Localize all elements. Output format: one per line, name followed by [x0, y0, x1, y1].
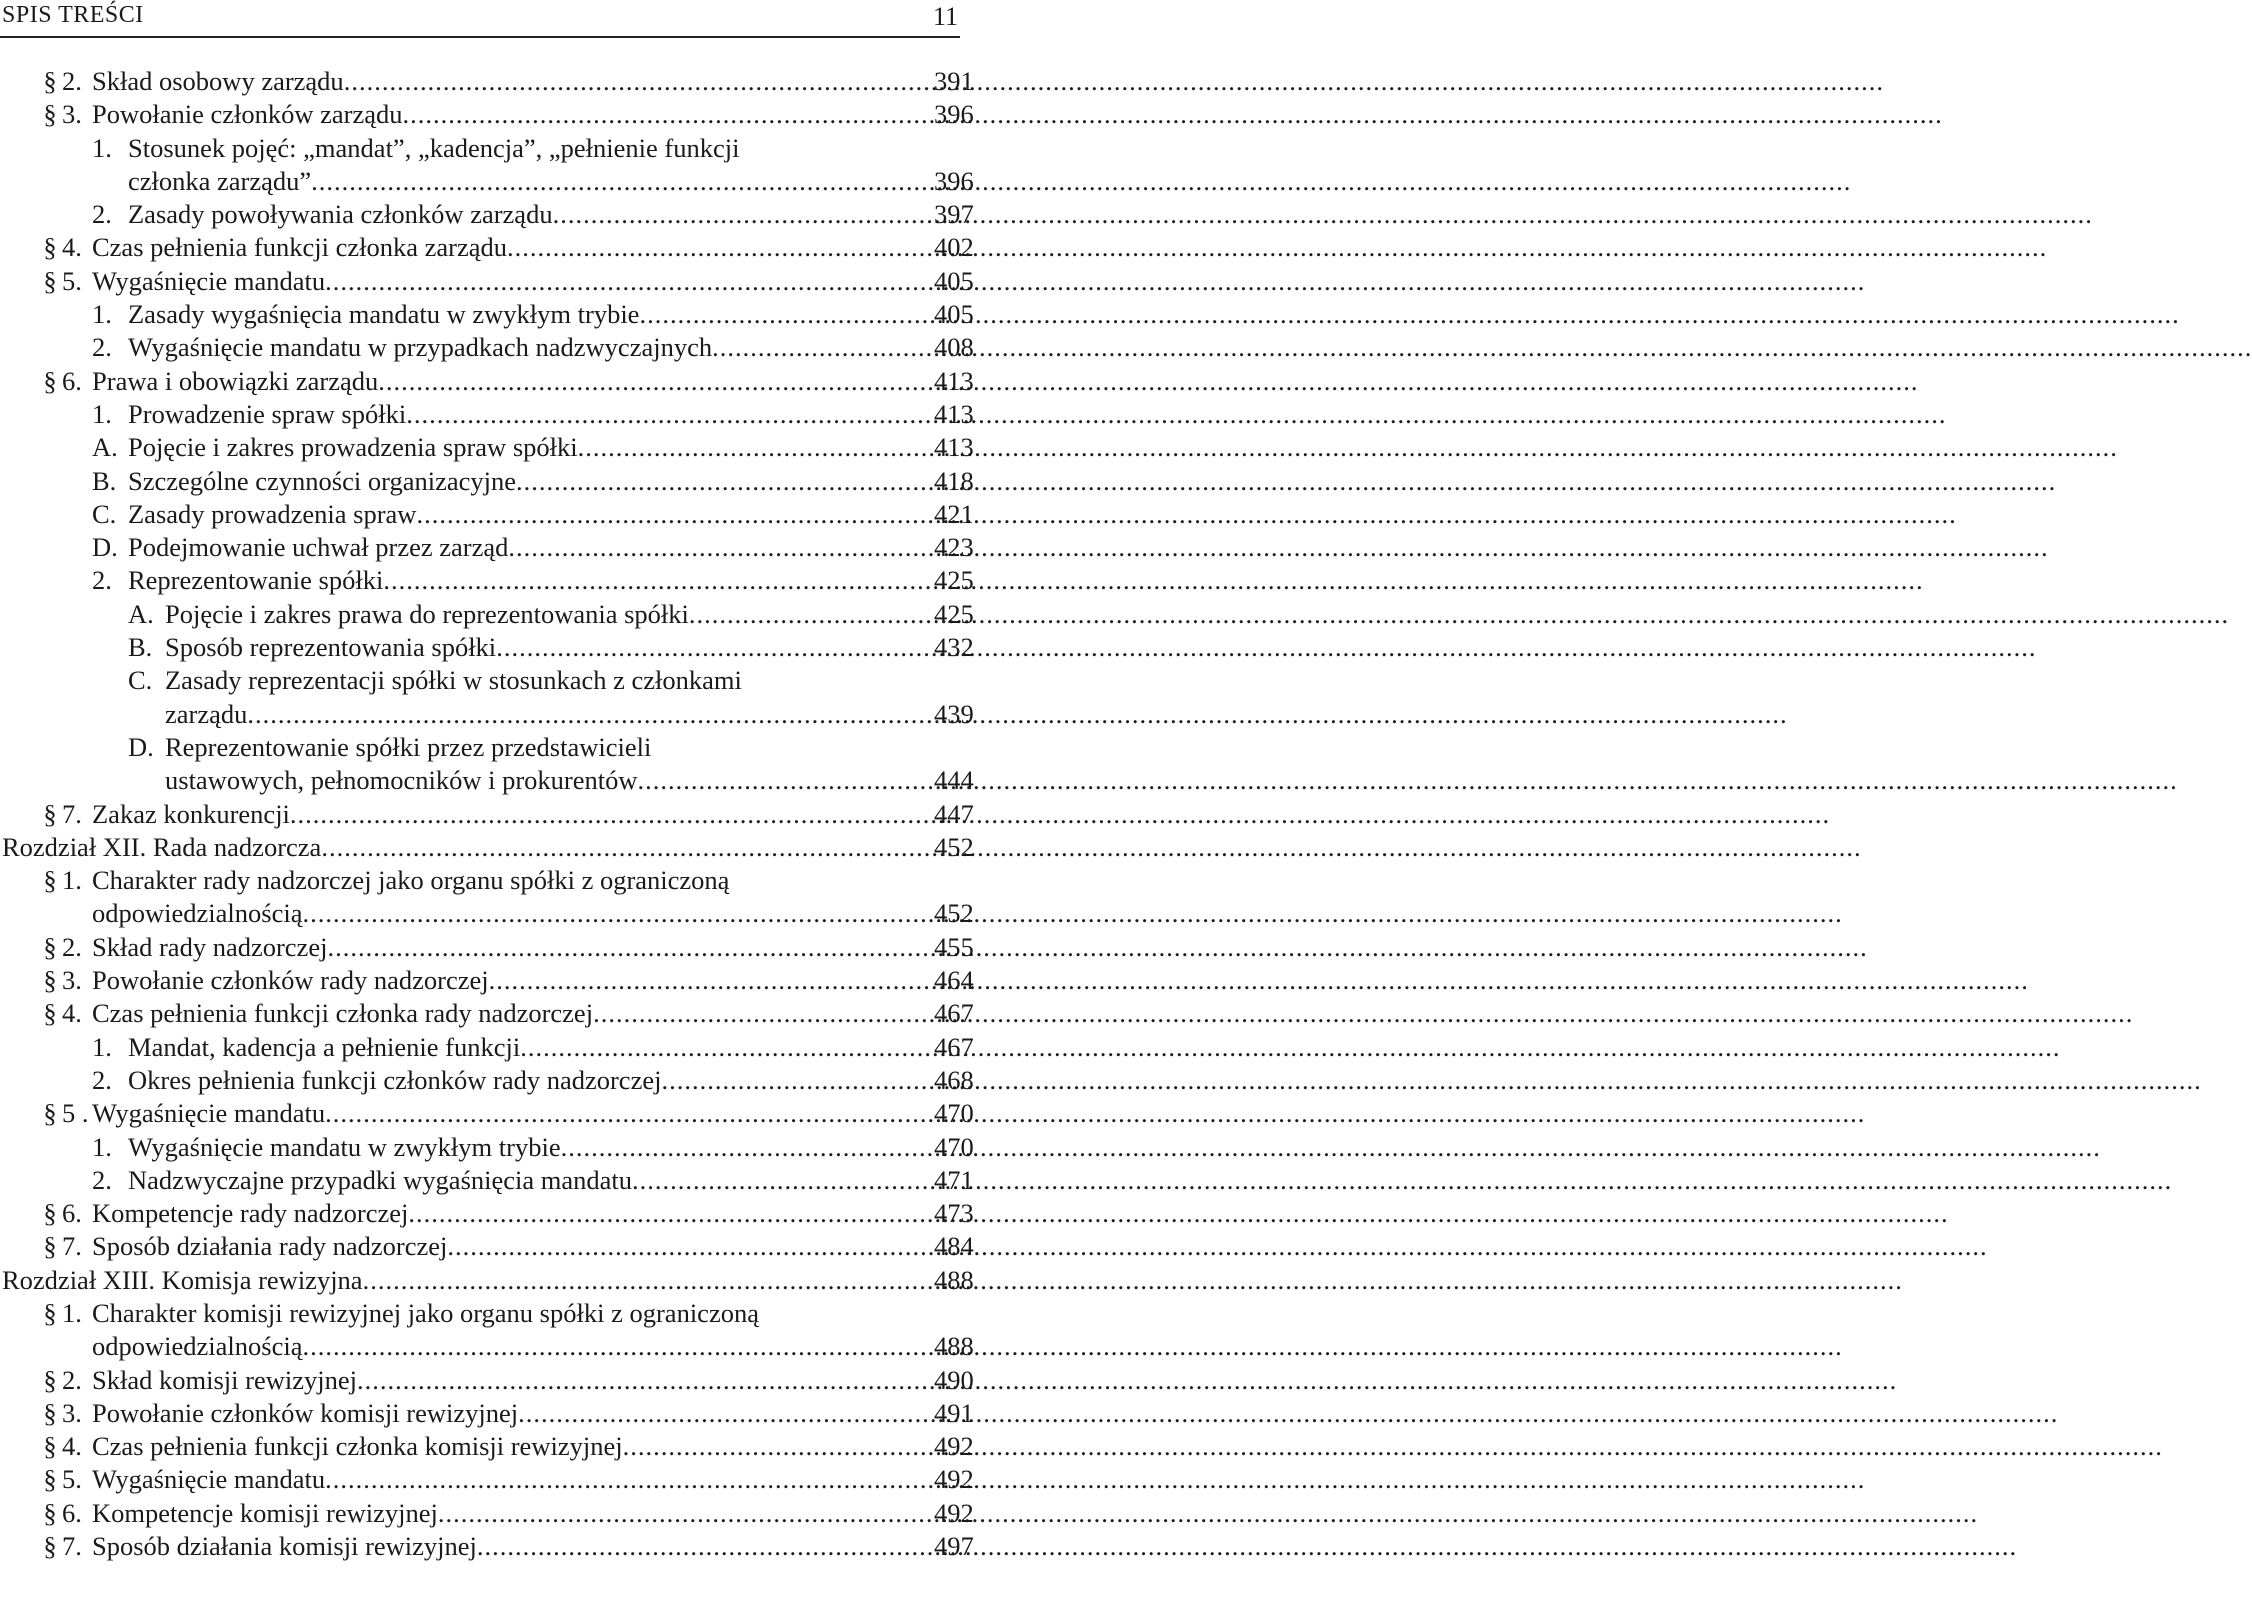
dot-leader	[489, 964, 2029, 997]
page-number: 11	[932, 2, 958, 31]
toc-entry-page: 413	[934, 432, 974, 463]
toc-entry-title: Zasady prowadzenia spraw	[128, 498, 417, 529]
toc-entry-number: 2.	[92, 565, 112, 596]
dot-leader	[247, 698, 1787, 731]
section-sign-icon: §	[43, 1098, 57, 1129]
toc-entry-number: 4.	[62, 998, 82, 1029]
toc-entry-title: Wygaśnięcie mandatu	[92, 1464, 326, 1495]
dot-leader	[518, 1397, 2058, 1430]
toc-entry[interactable]	[0, 431, 974, 464]
toc-entry-number: A.	[92, 432, 118, 463]
toc-entry-number: 1.	[92, 132, 112, 163]
dot-leader	[578, 431, 2118, 464]
toc-entry[interactable]	[0, 664, 960, 697]
dot-leader	[623, 1430, 2163, 1463]
toc-entry-number: 4.	[62, 1431, 82, 1462]
dot-leader	[344, 65, 1884, 98]
toc-entry[interactable]	[0, 598, 974, 631]
toc-entry-number: 6.	[62, 365, 82, 396]
toc-entry-number: 7.	[62, 1531, 82, 1562]
toc-entry-number: 2.	[92, 199, 112, 230]
toc-entry-page: 492	[934, 1431, 974, 1462]
toc-entry-title: Reprezentowanie spółki przez przedstawicieli	[165, 731, 652, 762]
toc-entry-title: Reprezentowanie spółki	[128, 565, 384, 596]
dot-leader	[408, 1197, 1948, 1230]
section-sign-icon: §	[43, 965, 57, 996]
toc-entry-page: 405	[934, 299, 974, 330]
toc-entry-page: 408	[934, 332, 974, 363]
section-sign-icon: §	[43, 365, 57, 396]
toc-entry-title: członka zarządu”	[128, 165, 312, 196]
toc-entry-number: 1.	[62, 865, 82, 896]
dot-leader	[508, 531, 2048, 564]
dot-leader	[363, 1264, 1903, 1297]
toc-entry-page: 452	[934, 831, 974, 862]
toc-entry-title: Charakter rady nadzorczej jako organu spółki z ograniczoną	[92, 865, 730, 896]
toc-entry-title: Szczególne czynności organizacyjne	[128, 465, 517, 496]
toc-entry[interactable]	[0, 1097, 974, 1130]
toc-entry[interactable]	[0, 465, 974, 498]
toc-entry-page: 473	[934, 1198, 974, 1229]
section-sign-icon: §	[43, 1497, 57, 1528]
toc-entry-number: 3.	[62, 1397, 82, 1428]
toc-entry[interactable]	[0, 1497, 974, 1530]
toc-entry-title: odpowiedzialnością	[92, 898, 303, 929]
toc-entry-page: 423	[934, 532, 974, 563]
toc-entry[interactable]	[0, 1530, 974, 1563]
toc-entry-title: Podejmowanie uchwał przez zarząd	[128, 532, 509, 563]
toc-entry-number: 5 .	[62, 1098, 89, 1129]
toc-entry-page: 497	[934, 1531, 974, 1562]
toc-entry-page: 492	[934, 1464, 974, 1495]
toc-entry[interactable]	[0, 165, 974, 198]
toc-entry-number: B.	[92, 465, 117, 496]
toc-entry[interactable]	[0, 931, 974, 964]
toc-entry-title: Mandat, kadencja a pełnienie funkcji	[128, 1031, 521, 1062]
dot-leader	[447, 1230, 1987, 1263]
toc-entry-page: 444	[934, 765, 974, 796]
toc-entry-title: ustawowych, pełnomocników i prokurentów	[165, 765, 638, 796]
toc-entry-page: 468	[934, 1064, 974, 1095]
toc-entry[interactable]	[0, 897, 974, 930]
dot-leader	[357, 1364, 1897, 1397]
toc-entry-number: D.	[92, 532, 118, 563]
toc-entry[interactable]	[0, 1430, 974, 1463]
toc-entry-page: 455	[934, 931, 974, 962]
toc-entry[interactable]	[0, 1230, 974, 1263]
dot-leader	[639, 298, 2179, 331]
toc-entry-number: 7.	[62, 1231, 82, 1262]
toc-entry-title: Zasady powoływania członków zarządu	[128, 199, 553, 230]
running-header-title: SPIS TREŚCI	[2, 2, 144, 28]
toc-entry[interactable]	[0, 1197, 974, 1230]
toc-entry-title: Wygaśnięcie mandatu	[92, 265, 326, 296]
toc-entry[interactable]	[0, 764, 974, 797]
toc-entry-number: 1.	[62, 1297, 82, 1328]
toc-entry-page: 425	[934, 565, 974, 596]
toc-entry-page: 413	[934, 365, 974, 396]
toc-entry-title: Powołanie członków komisji rewizyjnej	[92, 1397, 519, 1428]
toc-entry-title: Skład osobowy zarządu	[92, 66, 344, 96]
toc-entry[interactable]	[0, 1164, 974, 1197]
toc-entry-title: Powołanie członków zarządu	[92, 99, 403, 130]
dot-leader	[516, 465, 2056, 498]
dot-leader	[403, 98, 1943, 131]
toc-entry[interactable]	[0, 298, 974, 331]
toc-entry[interactable]	[0, 864, 960, 897]
toc-entry-page: 397	[934, 199, 974, 230]
toc-entry-number: 2.	[92, 1064, 112, 1095]
section-sign-icon: §	[43, 1297, 57, 1328]
toc-entry-number: C.	[92, 498, 117, 529]
toc-entry[interactable]	[0, 1364, 974, 1397]
toc-entry[interactable]	[0, 1031, 974, 1064]
toc-entry-page: 439	[934, 698, 974, 729]
section-sign-icon: §	[43, 1464, 57, 1495]
toc-entry-title: Pojęcie i zakres prawa do reprezentowania spółki	[165, 598, 689, 629]
toc-entry-page: 490	[934, 1364, 974, 1395]
toc-entry-number: 7.	[62, 798, 82, 829]
toc-entry[interactable]	[0, 631, 974, 664]
toc-entry-page: 467	[934, 1031, 974, 1062]
toc-entry-number: 1.	[92, 299, 112, 330]
dot-leader	[302, 897, 1842, 930]
toc-entry-number: 2.	[62, 931, 82, 962]
toc-entry-title: Skład komisji rewizyjnej	[92, 1364, 357, 1395]
toc-entry-title: Wygaśnięcie mandatu	[92, 1098, 326, 1129]
toc-entry-number: 2.	[92, 1164, 112, 1195]
section-sign-icon: §	[43, 1231, 57, 1262]
toc-entry-title: Nadzwyczajne przypadki wygaśnięcia mandatu	[128, 1164, 633, 1195]
toc-entry-number: 5.	[62, 1464, 82, 1495]
dot-leader	[325, 1463, 1865, 1496]
toc-entry[interactable]	[0, 531, 974, 564]
toc-entry[interactable]	[0, 331, 974, 364]
toc-entry[interactable]	[0, 65, 974, 98]
dot-leader	[325, 265, 1865, 298]
dot-leader	[689, 598, 2229, 631]
toc-entry-page: 492	[934, 1497, 974, 1528]
toc-entry[interactable]	[0, 831, 974, 864]
dot-leader	[327, 931, 1867, 964]
toc-entry[interactable]	[0, 564, 974, 597]
toc-entry-page: 402	[934, 232, 974, 263]
toc-entry[interactable]	[0, 997, 974, 1030]
toc-entry-page: 413	[934, 398, 974, 429]
dot-leader	[311, 165, 1851, 198]
toc-entry-number: 6.	[62, 1497, 82, 1528]
toc-entry[interactable]	[0, 964, 974, 997]
toc-entry[interactable]	[0, 1297, 960, 1330]
toc-entry-number: 6.	[62, 1198, 82, 1229]
toc-entry[interactable]	[0, 398, 974, 431]
dot-leader	[496, 631, 2036, 664]
toc-entry-number: 3.	[62, 965, 82, 996]
toc-entry[interactable]	[0, 1463, 974, 1496]
dot-leader	[406, 398, 1946, 431]
section-sign-icon: §	[43, 1431, 57, 1462]
dot-leader	[383, 564, 1923, 597]
toc-entry[interactable]	[0, 698, 974, 731]
toc-entry-title: Zakaz konkurencji	[92, 798, 290, 829]
dot-leader	[438, 1497, 1978, 1530]
dot-leader	[638, 764, 2178, 797]
toc-entry-title: Kompetencje komisji rewizyjnej	[92, 1497, 438, 1528]
dot-leader	[378, 365, 1918, 398]
toc-entry[interactable]	[0, 198, 974, 231]
toc-entry-number: A.	[128, 598, 154, 629]
toc-entry-number: 1.	[92, 1131, 112, 1162]
toc-entry-title: Prawa i obowiązki zarządu	[92, 365, 379, 396]
dot-leader	[561, 1131, 2101, 1164]
toc-entry-title: Sposób reprezentowania spółki	[165, 632, 497, 663]
running-header	[0, 0, 960, 38]
section-sign-icon: §	[43, 998, 57, 1029]
toc-entry-title: Zasady reprezentacji spółki w stosunkach z członkami	[165, 665, 742, 696]
toc-entry[interactable]	[0, 365, 974, 398]
toc-entry[interactable]	[0, 231, 974, 264]
toc-entry-page: 470	[934, 1098, 974, 1129]
toc-entry[interactable]	[0, 498, 974, 531]
toc-entry-number: B.	[128, 632, 153, 663]
toc-entry-page: 425	[934, 598, 974, 629]
toc-entry[interactable]	[0, 798, 974, 831]
toc-entry-title: zarządu	[165, 698, 248, 729]
dot-leader	[520, 1031, 2060, 1064]
toc-entry-title: Wygaśnięcie mandatu w zwykłym trybie	[128, 1131, 561, 1162]
toc-entry[interactable]	[0, 132, 960, 165]
toc-entry[interactable]	[0, 1264, 974, 1297]
section-sign-icon: §	[43, 865, 57, 896]
toc-entry-page: 470	[934, 1131, 974, 1162]
toc-entry-page: 405	[934, 265, 974, 296]
section-sign-icon: §	[43, 66, 57, 96]
toc-entry-title: Powołanie członków rady nadzorczej	[92, 965, 489, 996]
toc-entry-page: 488	[934, 1331, 974, 1362]
toc-entry-title: Wygaśnięcie mandatu w przypadkach nadzwyczajnych	[128, 332, 713, 363]
section-sign-icon: §	[43, 232, 57, 263]
toc-entry-title: Czas pełnienia funkcji członka rady nadzorczej	[92, 998, 594, 1029]
toc-entry-page: 491	[934, 1397, 974, 1428]
toc-entry[interactable]	[0, 1131, 974, 1164]
toc-entry-number: 3.	[62, 99, 82, 130]
toc-entry-page: 421	[934, 498, 974, 529]
toc-entry-number: 4.	[62, 232, 82, 263]
dot-leader	[507, 231, 2047, 264]
toc-entry-number: 1.	[92, 398, 112, 429]
section-sign-icon: §	[43, 1198, 57, 1229]
toc-entry-number: 5.	[62, 265, 82, 296]
toc-entry-page: 471	[934, 1164, 974, 1195]
toc-entry-title: Rozdział XII. Rada nadzorcza	[2, 831, 322, 862]
toc-entry-title: Czas pełnienia funkcji członka komisji rewizyjnej	[92, 1431, 623, 1462]
dot-leader	[290, 798, 1830, 831]
toc-entry-title: Skład rady nadzorczej	[92, 931, 328, 962]
table-of-contents	[0, 65, 974, 1563]
toc-entry-number: D.	[128, 731, 154, 762]
toc-entry-page: 467	[934, 998, 974, 1029]
toc-entry[interactable]	[0, 1397, 974, 1430]
dot-leader	[302, 1330, 1842, 1363]
section-sign-icon: §	[43, 931, 57, 962]
toc-entry-title: Zasady wygaśnięcia mandatu w zwykłym trybie	[128, 299, 640, 330]
toc-entry-number: C.	[128, 665, 153, 696]
toc-entry-page: 452	[934, 898, 974, 929]
dot-leader	[661, 1064, 2201, 1097]
toc-entry-title: Sposób działania komisji rewizyjnej	[92, 1531, 477, 1562]
toc-entry-title: Sposób działania rady nadzorczej	[92, 1231, 448, 1262]
toc-entry-page: 432	[934, 632, 974, 663]
toc-entry-title: Rozdział XIII. Komisja rewizyjna	[2, 1264, 363, 1295]
toc-entry-page: 396	[934, 165, 974, 196]
dot-leader	[477, 1530, 2017, 1563]
dot-leader	[416, 498, 1956, 531]
section-sign-icon: §	[43, 1397, 57, 1428]
toc-entry-number: 2.	[62, 1364, 82, 1395]
toc-entry-title: Kompetencje rady nadzorczej	[92, 1198, 409, 1229]
toc-entry-page: 447	[934, 798, 974, 829]
dot-leader	[593, 997, 2133, 1030]
toc-entry-title: Pojęcie i zakres prowadzenia spraw spółki	[128, 432, 578, 463]
toc-entry-number: 2.	[62, 66, 82, 96]
toc-entry-page: 488	[934, 1264, 974, 1295]
section-sign-icon: §	[43, 1531, 57, 1562]
section-sign-icon: §	[43, 1364, 57, 1395]
toc-entry[interactable]	[0, 98, 974, 131]
toc-entry-title: Prowadzenie spraw spółki	[128, 398, 407, 429]
dot-leader	[321, 831, 1861, 864]
toc-entry[interactable]	[0, 1330, 974, 1363]
section-sign-icon: §	[43, 265, 57, 296]
toc-entry-number: 2.	[92, 332, 112, 363]
toc-entry-page: 484	[934, 1231, 974, 1262]
toc-entry-page: 391	[934, 66, 974, 96]
dot-leader	[325, 1097, 1865, 1130]
toc-entry[interactable]	[0, 265, 974, 298]
toc-entry-page: 464	[934, 965, 974, 996]
toc-entry-page: 396	[934, 99, 974, 130]
dot-leader	[632, 1164, 2172, 1197]
toc-entry-title: Czas pełnienia funkcji członka zarządu	[92, 232, 507, 263]
toc-entry-number: 1.	[92, 1031, 112, 1062]
section-sign-icon: §	[43, 798, 57, 829]
dot-leader	[553, 198, 2093, 231]
toc-entry-title: Okres pełnienia funkcji członków rady nadzorczej	[128, 1064, 662, 1095]
toc-entry-page: 418	[934, 465, 974, 496]
section-sign-icon: §	[43, 99, 57, 130]
toc-entry[interactable]	[0, 1064, 974, 1097]
toc-entry-title: Charakter komisji rewizyjnej jako organu spółki z ograniczoną	[92, 1297, 759, 1328]
toc-entry[interactable]	[0, 731, 960, 764]
toc-entry-title: Stosunek pojęć: „mandat”, „kadencja”, „pełnienie funkcji	[128, 132, 740, 163]
toc-entry-title: odpowiedzialnością	[92, 1331, 303, 1362]
